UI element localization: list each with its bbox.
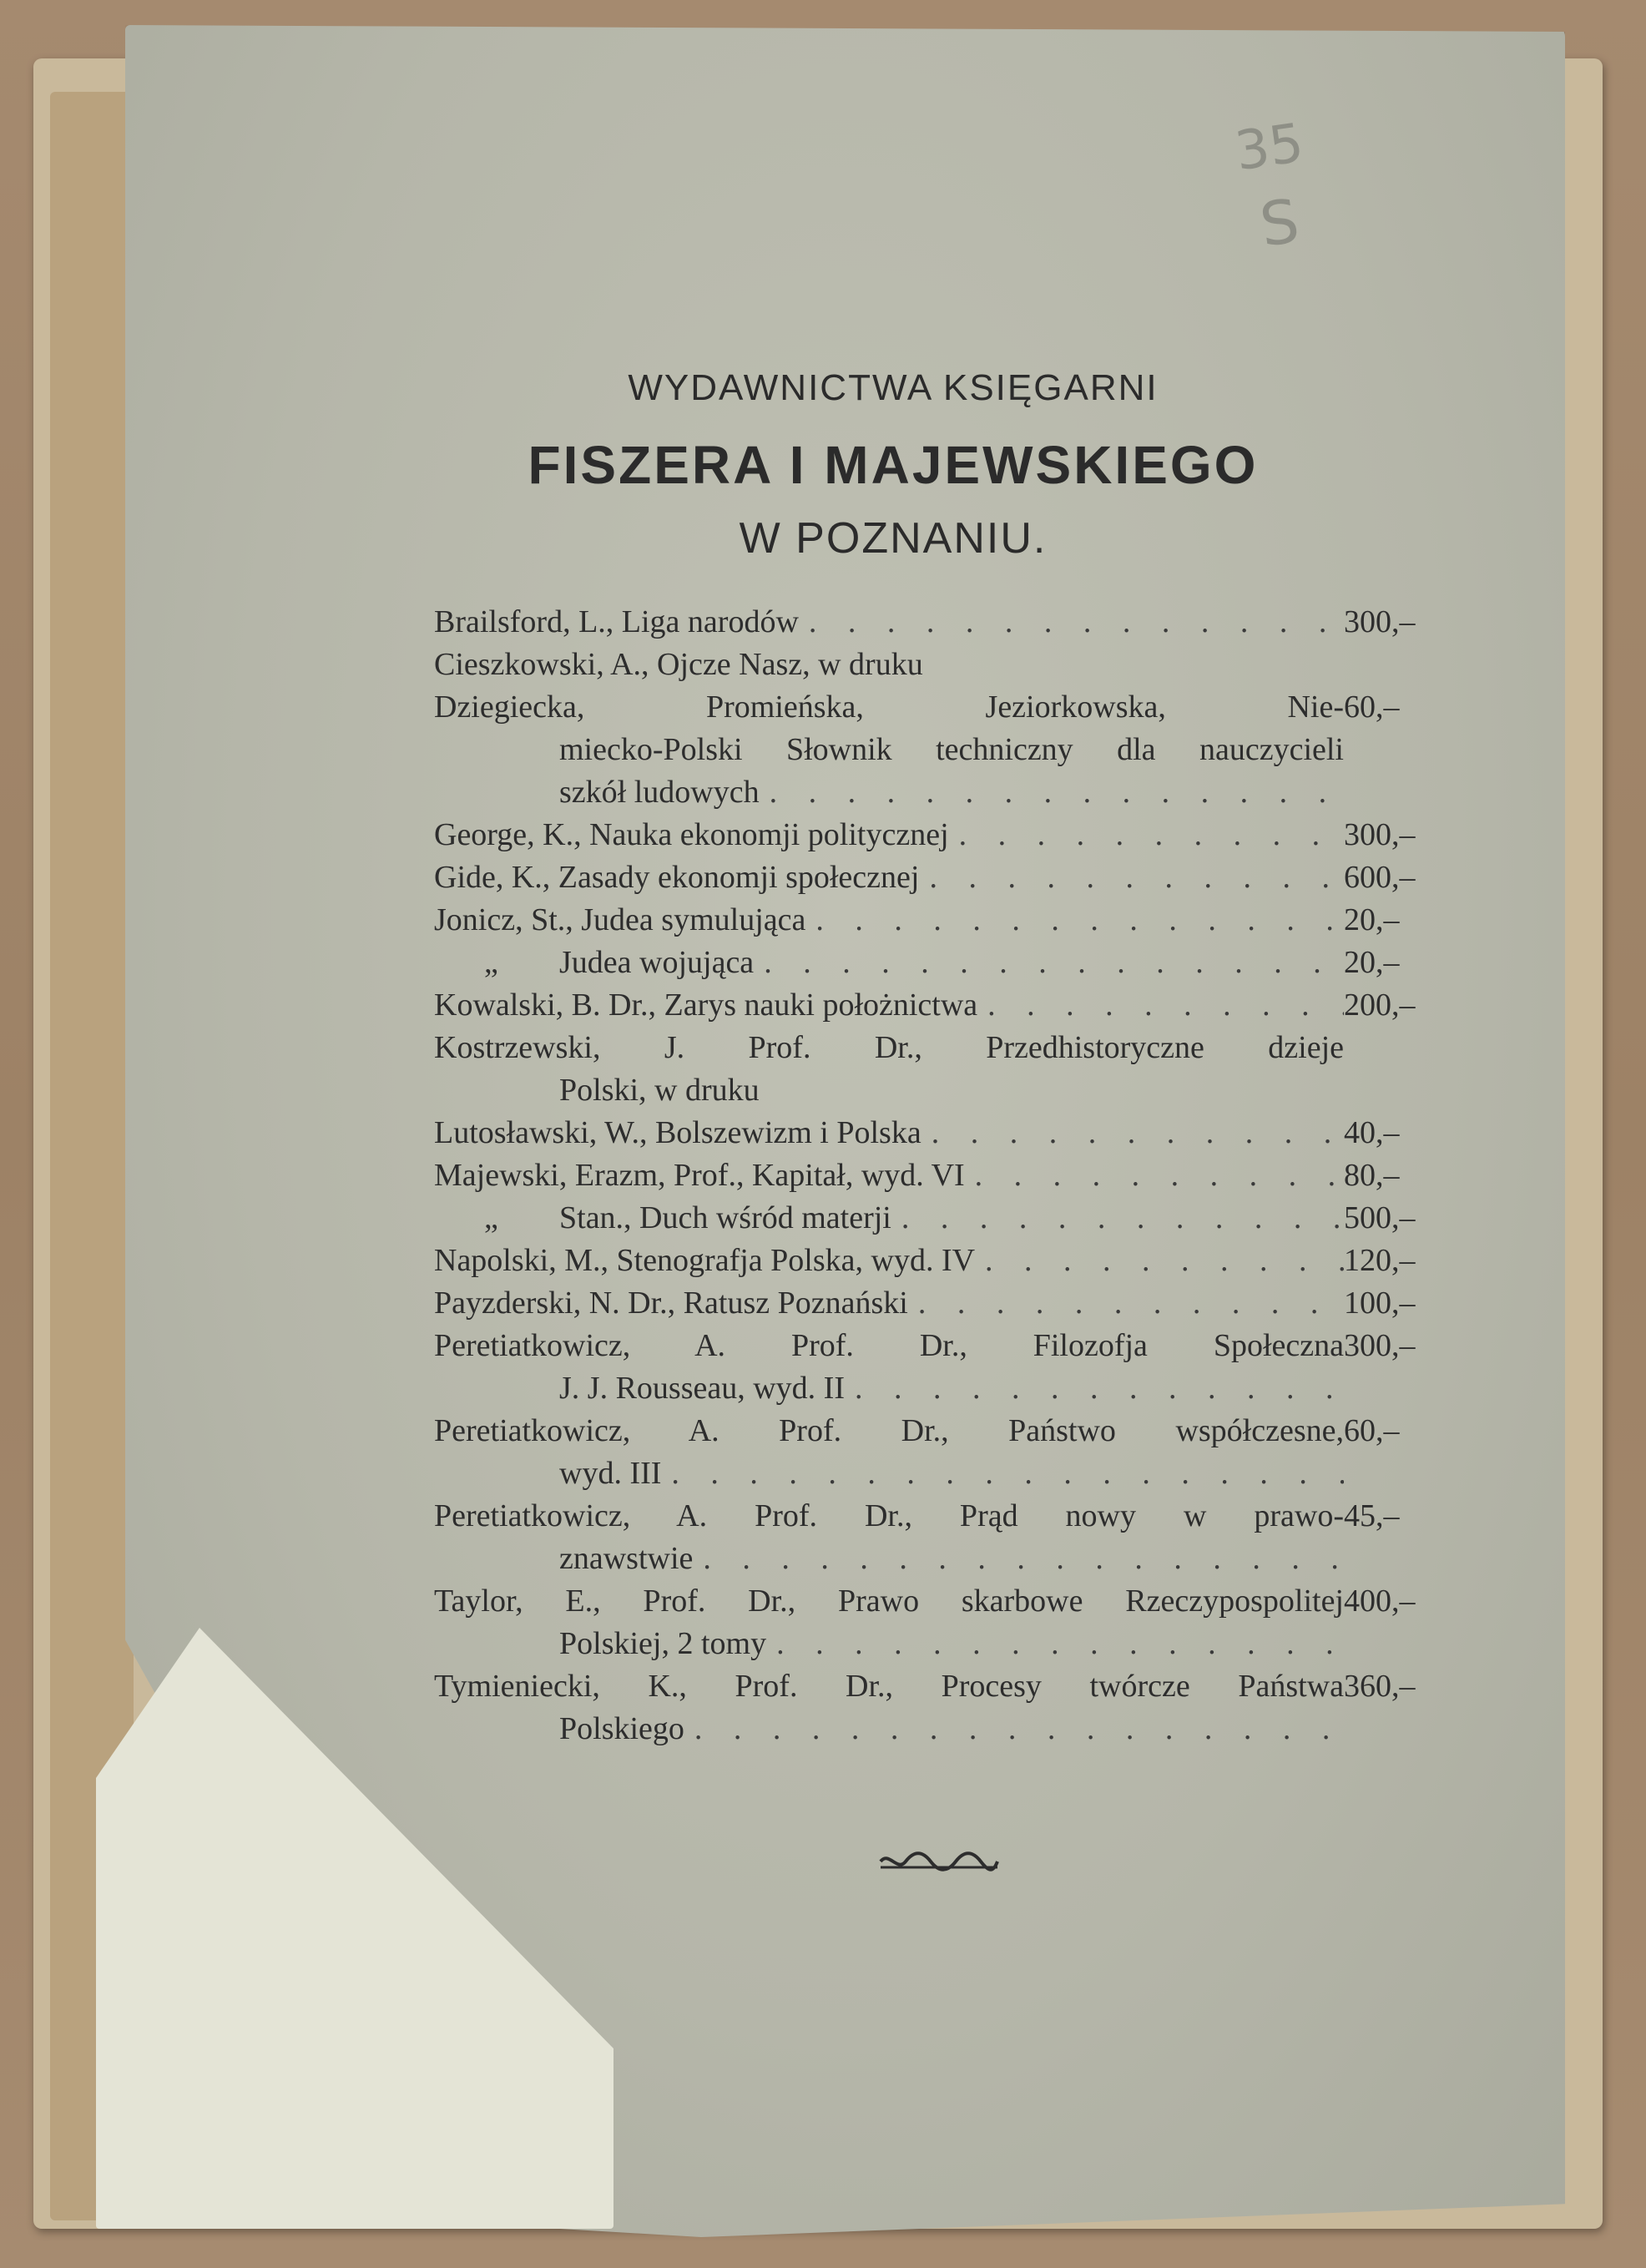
dot-leader: [809, 601, 1344, 644]
catalog-entry-text: Peretiatkowicz, A. Prof. Dr., Prąd nowy w prawo-: [434, 1498, 1344, 1533]
catalog-entry-price: 20,–: [1344, 902, 1400, 937]
catalog-entry-text: Payzderski, N. Dr., Ratusz Poznański: [434, 1286, 908, 1321]
catalog-entry: [434, 1240, 1477, 1282]
dot-leader: [815, 899, 1344, 942]
dot-leader: [671, 1452, 1344, 1495]
catalog-entry-price: 120,–: [1344, 1243, 1416, 1278]
catalog-entry: [434, 1665, 1477, 1750]
catalog-entry: [434, 1282, 1477, 1325]
catalog-entry: [434, 686, 1477, 814]
pencil-note: S: [1255, 185, 1304, 260]
catalog-entry-price: 60,–: [1344, 1413, 1400, 1448]
catalog-entry-price: 600,–: [1344, 860, 1416, 895]
dot-leader: [901, 1197, 1344, 1240]
publisher-heading-line1: WYDAWNICTWA KSIĘGARNI: [628, 367, 1159, 408]
catalog-entry: [434, 1197, 1477, 1240]
catalog-entry: [434, 644, 1477, 686]
dot-leader: [776, 1623, 1344, 1665]
catalog-entry-text: Lutosławski, W., Bolszewizm i Polska: [434, 1115, 921, 1150]
catalog-entry-text: Napolski, M., Stenografja Polska, wyd. IV: [434, 1243, 976, 1278]
catalog-entry-text: Taylor, E., Prof. Dr., Prawo skarbowe Rzeczypospolitej: [434, 1584, 1344, 1619]
catalog-entry-price: 300,–: [1344, 817, 1416, 852]
dot-leader: [959, 814, 1344, 856]
publisher-heading-line3: W POZNANIU.: [739, 514, 1048, 563]
pencil-note: 35: [1231, 112, 1308, 184]
catalog-entry: [434, 1154, 1477, 1197]
catalog-entry-price: 360,–: [1344, 1669, 1416, 1704]
catalog-entry-text: Polskiej, 2 tomy: [559, 1626, 767, 1661]
catalog-entry-text: J. J. Rousseau, wyd. II: [559, 1371, 845, 1406]
catalog-entry-price: 300,–: [1344, 1328, 1416, 1363]
catalog-entry-text: Peretiatkowicz, A. Prof. Dr., Państwo współczesne,: [434, 1413, 1344, 1448]
catalog-entry-price: 200,–: [1344, 988, 1416, 1023]
catalog-entry-text: szkół ludowych: [559, 775, 760, 810]
catalog-entry-text: Judea wojująca: [559, 945, 755, 980]
catalog-entry-text: Gide, K., Zasady ekonomji społecznej: [434, 860, 920, 895]
catalog-entry-price: 60,–: [1344, 689, 1400, 725]
dot-leader: [932, 1112, 1344, 1154]
ornament-icon: [876, 1849, 1002, 1874]
catalog-entry-price: 400,–: [1344, 1584, 1416, 1619]
catalog-entry-text: Polskiego: [559, 1711, 684, 1746]
catalog-entry: [434, 856, 1477, 899]
dot-leader: [929, 856, 1344, 899]
catalog-entry: [434, 1580, 1477, 1665]
catalog-entry-text: Stan., Duch wśród materji: [559, 1200, 891, 1235]
catalog-entry-price: 40,–: [1344, 1115, 1400, 1150]
catalog-entry-price: 300,–: [1344, 604, 1416, 639]
catalog-entry: [434, 984, 1477, 1027]
catalog-entry-text: Brailsford, L., Liga narodów: [434, 604, 799, 639]
catalog-entry-text: Kostrzewski, J. Prof. Dr., Przedhistoryczne dzieje: [434, 1030, 1344, 1065]
catalog-entry-price: 20,–: [1344, 945, 1400, 980]
catalog-entry-text: George, K., Nauka ekonomji politycznej: [434, 817, 949, 852]
catalog-entry-text: Kowalski, B. Dr., Zarys nauki położnictwa: [434, 988, 978, 1023]
dot-leader: [694, 1708, 1344, 1750]
dot-leader: [703, 1538, 1344, 1580]
catalog-entry: [434, 1410, 1477, 1495]
catalog-entry-text: miecko-Polski Słownik techniczny dla nauczycieli: [559, 732, 1344, 767]
catalog-entry-text: Polski, w druku: [559, 1073, 760, 1108]
catalog-entry-text: Peretiatkowicz, A. Prof. Dr., Filozofja Społeczna: [434, 1328, 1344, 1363]
catalog-entry-text: Cieszkowski, A., Ojcze Nasz, w druku: [434, 647, 923, 682]
dot-leader: [764, 942, 1344, 984]
catalog-entry: [434, 899, 1477, 942]
catalog-entry: [434, 814, 1477, 856]
catalog-entry: [434, 1027, 1477, 1112]
ditto-mark: „: [484, 1200, 498, 1235]
catalog-entry-text: Dziegiecka, Promieńska, Jeziorkowska, Nie-: [434, 689, 1344, 725]
catalog-entry-text: Jonicz, St., Judea symulująca: [434, 902, 806, 937]
catalog-entry-price: 100,–: [1344, 1286, 1416, 1321]
publisher-heading-line2: FISZERA I MAJEWSKIEGO: [528, 435, 1259, 495]
dot-leader: [855, 1367, 1344, 1410]
catalog-entry-price: 80,–: [1344, 1158, 1400, 1193]
dot-leader: [918, 1282, 1344, 1325]
catalog-entry-text: wyd. III: [559, 1456, 662, 1491]
ditto-mark: „: [484, 945, 498, 980]
catalog-entry: [434, 1325, 1477, 1410]
catalog-entry: [434, 601, 1477, 644]
catalog-entry: [434, 1112, 1477, 1154]
dot-leader: [770, 771, 1344, 814]
dot-leader: [975, 1154, 1344, 1197]
dot-leader: [985, 1240, 1344, 1282]
catalog-entry: [434, 1495, 1477, 1580]
catalog-entry-text: Tymieniecki, K., Prof. Dr., Procesy twórcze Państwa: [434, 1669, 1344, 1704]
catalog-list: [434, 601, 1477, 1750]
catalog-entry-text: Majewski, Erazm, Prof., Kapitał, wyd. VI: [434, 1158, 965, 1193]
dot-leader: [987, 984, 1344, 1027]
catalog-entry-text: znawstwie: [559, 1541, 694, 1576]
catalog-entry-price: 45,–: [1344, 1498, 1400, 1533]
catalog-entry-price: 500,–: [1344, 1200, 1416, 1235]
catalog-entry: [434, 942, 1477, 984]
